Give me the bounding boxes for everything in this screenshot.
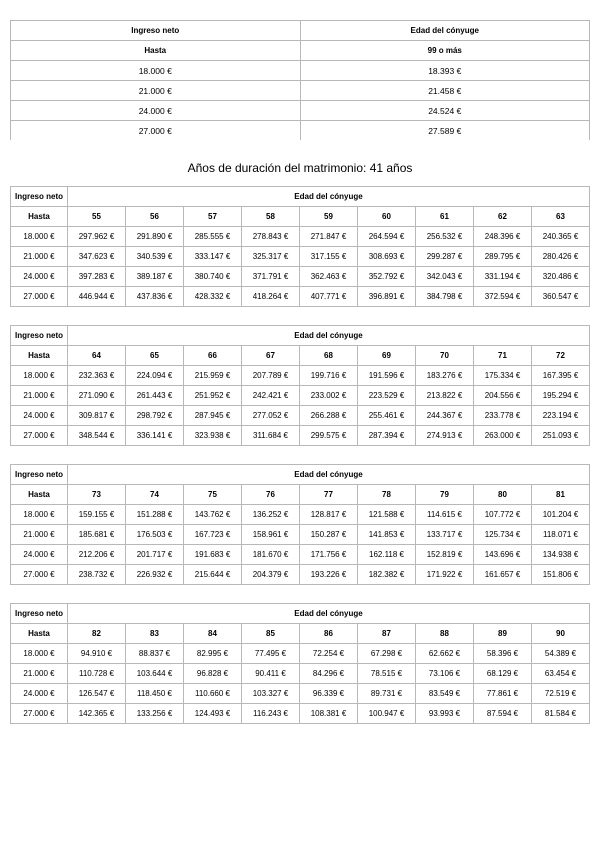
value-cell: 242.421 €: [242, 386, 300, 406]
value-cell: 87.594 €: [474, 704, 532, 724]
value-cell: 311.684 €: [242, 426, 300, 446]
value-cell: 171.922 €: [416, 565, 474, 585]
age-header: 59: [300, 207, 358, 227]
value-cell: 133.717 €: [416, 525, 474, 545]
value-cell: 128.817 €: [300, 505, 358, 525]
age-header: 70: [416, 346, 474, 366]
value-cell: 204.379 €: [242, 565, 300, 585]
hasta-header: Hasta: [11, 207, 68, 227]
value-cell: 195.294 €: [532, 386, 590, 406]
value-cell: 118.071 €: [532, 525, 590, 545]
age-header: 64: [68, 346, 126, 366]
value-cell: 277.052 €: [242, 406, 300, 426]
value-cell: 331.194 €: [474, 267, 532, 287]
age-header: 90: [532, 624, 590, 644]
value-cell: 323.938 €: [184, 426, 242, 446]
value-cell: 81.584 €: [532, 704, 590, 724]
value-cell: 325.317 €: [242, 247, 300, 267]
age-table: [10, 603, 590, 724]
hasta-header: Hasta: [11, 624, 68, 644]
value-cell: 126.547 €: [68, 684, 126, 704]
age-header: 88: [416, 624, 474, 644]
age-table: [10, 325, 590, 446]
value-cell: 256.532 €: [416, 227, 474, 247]
table-row: [11, 61, 590, 81]
value-cell: 291.890 €: [126, 227, 184, 247]
table-row: [11, 366, 590, 386]
value-cell: 183.276 €: [416, 366, 474, 386]
value-cell: 181.670 €: [242, 545, 300, 565]
table-subheader-row: [11, 624, 590, 644]
value-cell: 287.394 €: [358, 426, 416, 446]
income-cell: 18.000 €: [11, 227, 68, 247]
value-cell: 67.298 €: [358, 644, 416, 664]
ingreso-neto-header: Ingreso neto: [11, 604, 68, 624]
table-row: [11, 525, 590, 545]
value-cell: 278.843 €: [242, 227, 300, 247]
age-header: 61: [416, 207, 474, 227]
value-cell: 223.529 €: [358, 386, 416, 406]
value-cell: 437.836 €: [126, 287, 184, 307]
age-header: 67: [242, 346, 300, 366]
value-cell: 134.938 €: [532, 545, 590, 565]
value-cell: 251.952 €: [184, 386, 242, 406]
age-header: 60: [358, 207, 416, 227]
income-cell: 27.000 €: [11, 121, 301, 141]
age-header: 71: [474, 346, 532, 366]
value-cell: 201.717 €: [126, 545, 184, 565]
value-cell: 83.549 €: [416, 684, 474, 704]
age-header: 63: [532, 207, 590, 227]
value-cell: 82.995 €: [184, 644, 242, 664]
value-cell: 191.596 €: [358, 366, 416, 386]
value-cell: 407.771 €: [300, 287, 358, 307]
edad-conyuge-header: Edad del cónyuge: [68, 604, 590, 624]
value-cell: 159.155 €: [68, 505, 126, 525]
value-cell: 182.382 €: [358, 565, 416, 585]
value-cell: 263.000 €: [474, 426, 532, 446]
section-heading: Años de duración del matrimonio: 41 años: [187, 161, 413, 175]
age-header: 73: [68, 485, 126, 505]
table-row: [11, 426, 590, 446]
value-cell: 255.461 €: [358, 406, 416, 426]
value-cell: 89.731 €: [358, 684, 416, 704]
value-cell: 68.129 €: [474, 664, 532, 684]
age-header: 75: [184, 485, 242, 505]
value-cell: 158.961 €: [242, 525, 300, 545]
value-cell: 384.798 €: [416, 287, 474, 307]
value-cell: 233.002 €: [300, 386, 358, 406]
value-cell: 226.932 €: [126, 565, 184, 585]
value-cell: 90.411 €: [242, 664, 300, 684]
age-table: [10, 186, 590, 307]
income-cell: 27.000 €: [11, 565, 68, 585]
age-header: 66: [184, 346, 242, 366]
value-cell: 110.728 €: [68, 664, 126, 684]
value-cell: 21.458 €: [300, 81, 590, 101]
value-cell: 63.454 €: [532, 664, 590, 684]
value-cell: 380.740 €: [184, 267, 242, 287]
value-cell: 244.367 €: [416, 406, 474, 426]
value-cell: 18.393 €: [300, 61, 590, 81]
age-header: 79: [416, 485, 474, 505]
age-header: 56: [126, 207, 184, 227]
value-cell: 336.141 €: [126, 426, 184, 446]
value-cell: 110.660 €: [184, 684, 242, 704]
value-cell: 299.287 €: [416, 247, 474, 267]
value-cell: 78.515 €: [358, 664, 416, 684]
age-header: 76: [242, 485, 300, 505]
age-header: 81: [532, 485, 590, 505]
value-cell: 207.789 €: [242, 366, 300, 386]
value-cell: 77.495 €: [242, 644, 300, 664]
value-cell: 103.327 €: [242, 684, 300, 704]
ingreso-neto-header: Ingreso neto: [11, 187, 68, 207]
value-cell: 240.365 €: [532, 227, 590, 247]
table-row: [11, 664, 590, 684]
income-cell: 21.000 €: [11, 664, 68, 684]
table-subheader-row: [11, 41, 590, 61]
income-cell: 27.000 €: [11, 704, 68, 724]
table-header-row: [11, 21, 590, 41]
value-cell: 264.594 €: [358, 227, 416, 247]
value-cell: 94.910 €: [68, 644, 126, 664]
value-cell: 151.806 €: [532, 565, 590, 585]
table-row: [11, 684, 590, 704]
value-cell: 271.090 €: [68, 386, 126, 406]
value-cell: 397.283 €: [68, 267, 126, 287]
value-cell: 215.644 €: [184, 565, 242, 585]
income-cell: 24.000 €: [11, 406, 68, 426]
value-cell: 77.861 €: [474, 684, 532, 704]
hasta-header: Hasta: [11, 41, 301, 61]
table-subheader-row: [11, 207, 590, 227]
value-cell: 233.778 €: [474, 406, 532, 426]
table-header-row: [11, 604, 590, 624]
value-cell: 116.243 €: [242, 704, 300, 724]
value-cell: 72.254 €: [300, 644, 358, 664]
table-row: [11, 704, 590, 724]
value-cell: 204.556 €: [474, 386, 532, 406]
age-header: 78: [358, 485, 416, 505]
value-cell: 389.187 €: [126, 267, 184, 287]
value-cell: 212.206 €: [68, 545, 126, 565]
value-cell: 103.644 €: [126, 664, 184, 684]
age-header: 80: [474, 485, 532, 505]
value-cell: 360.547 €: [532, 287, 590, 307]
table-row: [11, 227, 590, 247]
income-cell: 18.000 €: [11, 366, 68, 386]
income-cell: 18.000 €: [11, 61, 301, 81]
value-cell: 418.264 €: [242, 287, 300, 307]
value-cell: 251.093 €: [532, 426, 590, 446]
edad-conyuge-header: Edad del cónyuge: [68, 465, 590, 485]
table-row: [11, 101, 590, 121]
value-cell: 114.615 €: [416, 505, 474, 525]
value-cell: 232.363 €: [68, 366, 126, 386]
edad-conyuge-header: Edad del cónyuge: [68, 187, 590, 207]
table-row: [11, 247, 590, 267]
table-subheader-row: [11, 346, 590, 366]
table-row: [11, 545, 590, 565]
value-cell: 27.589 €: [300, 121, 590, 141]
income-cell: 24.000 €: [11, 267, 68, 287]
income-cell: 21.000 €: [11, 525, 68, 545]
income-cell: 27.000 €: [11, 287, 68, 307]
table-row: [11, 505, 590, 525]
value-cell: 285.555 €: [184, 227, 242, 247]
value-cell: 118.450 €: [126, 684, 184, 704]
value-cell: 152.819 €: [416, 545, 474, 565]
value-cell: 289.795 €: [474, 247, 532, 267]
age-header: 99 o más: [300, 41, 590, 61]
value-cell: 54.389 €: [532, 644, 590, 664]
value-cell: 96.339 €: [300, 684, 358, 704]
value-cell: 342.043 €: [416, 267, 474, 287]
age-header: 68: [300, 346, 358, 366]
income-cell: 21.000 €: [11, 386, 68, 406]
age-header: 89: [474, 624, 532, 644]
value-cell: 271.847 €: [300, 227, 358, 247]
income-cell: 21.000 €: [11, 81, 301, 101]
value-cell: 84.296 €: [300, 664, 358, 684]
ingreso-neto-header: Ingreso neto: [11, 326, 68, 346]
value-cell: 297.962 €: [68, 227, 126, 247]
hasta-header: Hasta: [11, 346, 68, 366]
table-row: [11, 267, 590, 287]
value-cell: 352.792 €: [358, 267, 416, 287]
value-cell: 298.792 €: [126, 406, 184, 426]
table-row: [11, 81, 590, 101]
value-cell: 167.395 €: [532, 366, 590, 386]
value-cell: 396.891 €: [358, 287, 416, 307]
age-header: 72: [532, 346, 590, 366]
value-cell: 223.194 €: [532, 406, 590, 426]
hasta-header: Hasta: [11, 485, 68, 505]
value-cell: 151.288 €: [126, 505, 184, 525]
value-cell: 93.993 €: [416, 704, 474, 724]
ingreso-neto-header: Ingreso neto: [11, 465, 68, 485]
edad-conyuge-header: Edad del cónyuge: [68, 326, 590, 346]
income-cell: 27.000 €: [11, 426, 68, 446]
value-cell: 340.539 €: [126, 247, 184, 267]
value-cell: 317.155 €: [300, 247, 358, 267]
value-cell: 171.756 €: [300, 545, 358, 565]
age-header: 69: [358, 346, 416, 366]
value-cell: 136.252 €: [242, 505, 300, 525]
value-cell: 141.853 €: [358, 525, 416, 545]
value-cell: 175.334 €: [474, 366, 532, 386]
income-cell: 18.000 €: [11, 505, 68, 525]
value-cell: 72.519 €: [532, 684, 590, 704]
value-cell: 100.947 €: [358, 704, 416, 724]
value-cell: 101.204 €: [532, 505, 590, 525]
value-cell: 191.683 €: [184, 545, 242, 565]
value-cell: 309.817 €: [68, 406, 126, 426]
age-header: 82: [68, 624, 126, 644]
value-cell: 88.837 €: [126, 644, 184, 664]
age-header: 84: [184, 624, 242, 644]
ingreso-neto-header: Ingreso neto: [11, 21, 301, 41]
income-cell: 24.000 €: [11, 545, 68, 565]
value-cell: 193.226 €: [300, 565, 358, 585]
table-row: [11, 386, 590, 406]
table-row: [11, 565, 590, 585]
value-cell: 107.772 €: [474, 505, 532, 525]
value-cell: 124.493 €: [184, 704, 242, 724]
value-cell: 142.365 €: [68, 704, 126, 724]
table-row: [11, 121, 590, 141]
table-header-row: [11, 326, 590, 346]
value-cell: 333.147 €: [184, 247, 242, 267]
value-cell: 58.396 €: [474, 644, 532, 664]
table-header-row: [11, 187, 590, 207]
income-cell: 24.000 €: [11, 101, 301, 121]
value-cell: 62.662 €: [416, 644, 474, 664]
value-cell: 167.723 €: [184, 525, 242, 545]
edad-conyuge-header: Edad del cónyuge: [300, 21, 590, 41]
age-header: 55: [68, 207, 126, 227]
age-table: [10, 464, 590, 585]
age-header: 87: [358, 624, 416, 644]
income-cell: 18.000 €: [11, 644, 68, 664]
value-cell: 320.486 €: [532, 267, 590, 287]
value-cell: 299.575 €: [300, 426, 358, 446]
value-cell: 362.463 €: [300, 267, 358, 287]
value-cell: 348.544 €: [68, 426, 126, 446]
value-cell: 238.732 €: [68, 565, 126, 585]
value-cell: 215.959 €: [184, 366, 242, 386]
income-cell: 24.000 €: [11, 684, 68, 704]
value-cell: 185.681 €: [68, 525, 126, 545]
value-cell: 266.288 €: [300, 406, 358, 426]
value-cell: 248.396 €: [474, 227, 532, 247]
top-summary-table: [10, 20, 590, 140]
value-cell: 162.118 €: [358, 545, 416, 565]
table-row: [11, 287, 590, 307]
value-cell: 143.762 €: [184, 505, 242, 525]
value-cell: 274.913 €: [416, 426, 474, 446]
age-header: 86: [300, 624, 358, 644]
value-cell: 125.734 €: [474, 525, 532, 545]
age-header: 62: [474, 207, 532, 227]
value-cell: 446.944 €: [68, 287, 126, 307]
table-row: [11, 406, 590, 426]
age-header: 74: [126, 485, 184, 505]
value-cell: 108.381 €: [300, 704, 358, 724]
table-header-row: [11, 465, 590, 485]
table-subheader-row: [11, 485, 590, 505]
value-cell: 161.657 €: [474, 565, 532, 585]
age-header: 58: [242, 207, 300, 227]
value-cell: 224.094 €: [126, 366, 184, 386]
value-cell: 308.693 €: [358, 247, 416, 267]
value-cell: 347.623 €: [68, 247, 126, 267]
age-header: 83: [126, 624, 184, 644]
value-cell: 143.696 €: [474, 545, 532, 565]
age-header: 57: [184, 207, 242, 227]
income-cell: 21.000 €: [11, 247, 68, 267]
table-row: [11, 644, 590, 664]
value-cell: 150.287 €: [300, 525, 358, 545]
value-cell: 372.594 €: [474, 287, 532, 307]
value-cell: 428.332 €: [184, 287, 242, 307]
value-cell: 213.822 €: [416, 386, 474, 406]
value-cell: 287.945 €: [184, 406, 242, 426]
value-cell: 261.443 €: [126, 386, 184, 406]
value-cell: 371.791 €: [242, 267, 300, 287]
value-cell: 280.426 €: [532, 247, 590, 267]
age-header: 77: [300, 485, 358, 505]
value-cell: 96.828 €: [184, 664, 242, 684]
value-cell: 199.716 €: [300, 366, 358, 386]
age-header: 85: [242, 624, 300, 644]
value-cell: 73.106 €: [416, 664, 474, 684]
age-header: 65: [126, 346, 184, 366]
value-cell: 24.524 €: [300, 101, 590, 121]
value-cell: 121.588 €: [358, 505, 416, 525]
value-cell: 176.503 €: [126, 525, 184, 545]
value-cell: 133.256 €: [126, 704, 184, 724]
